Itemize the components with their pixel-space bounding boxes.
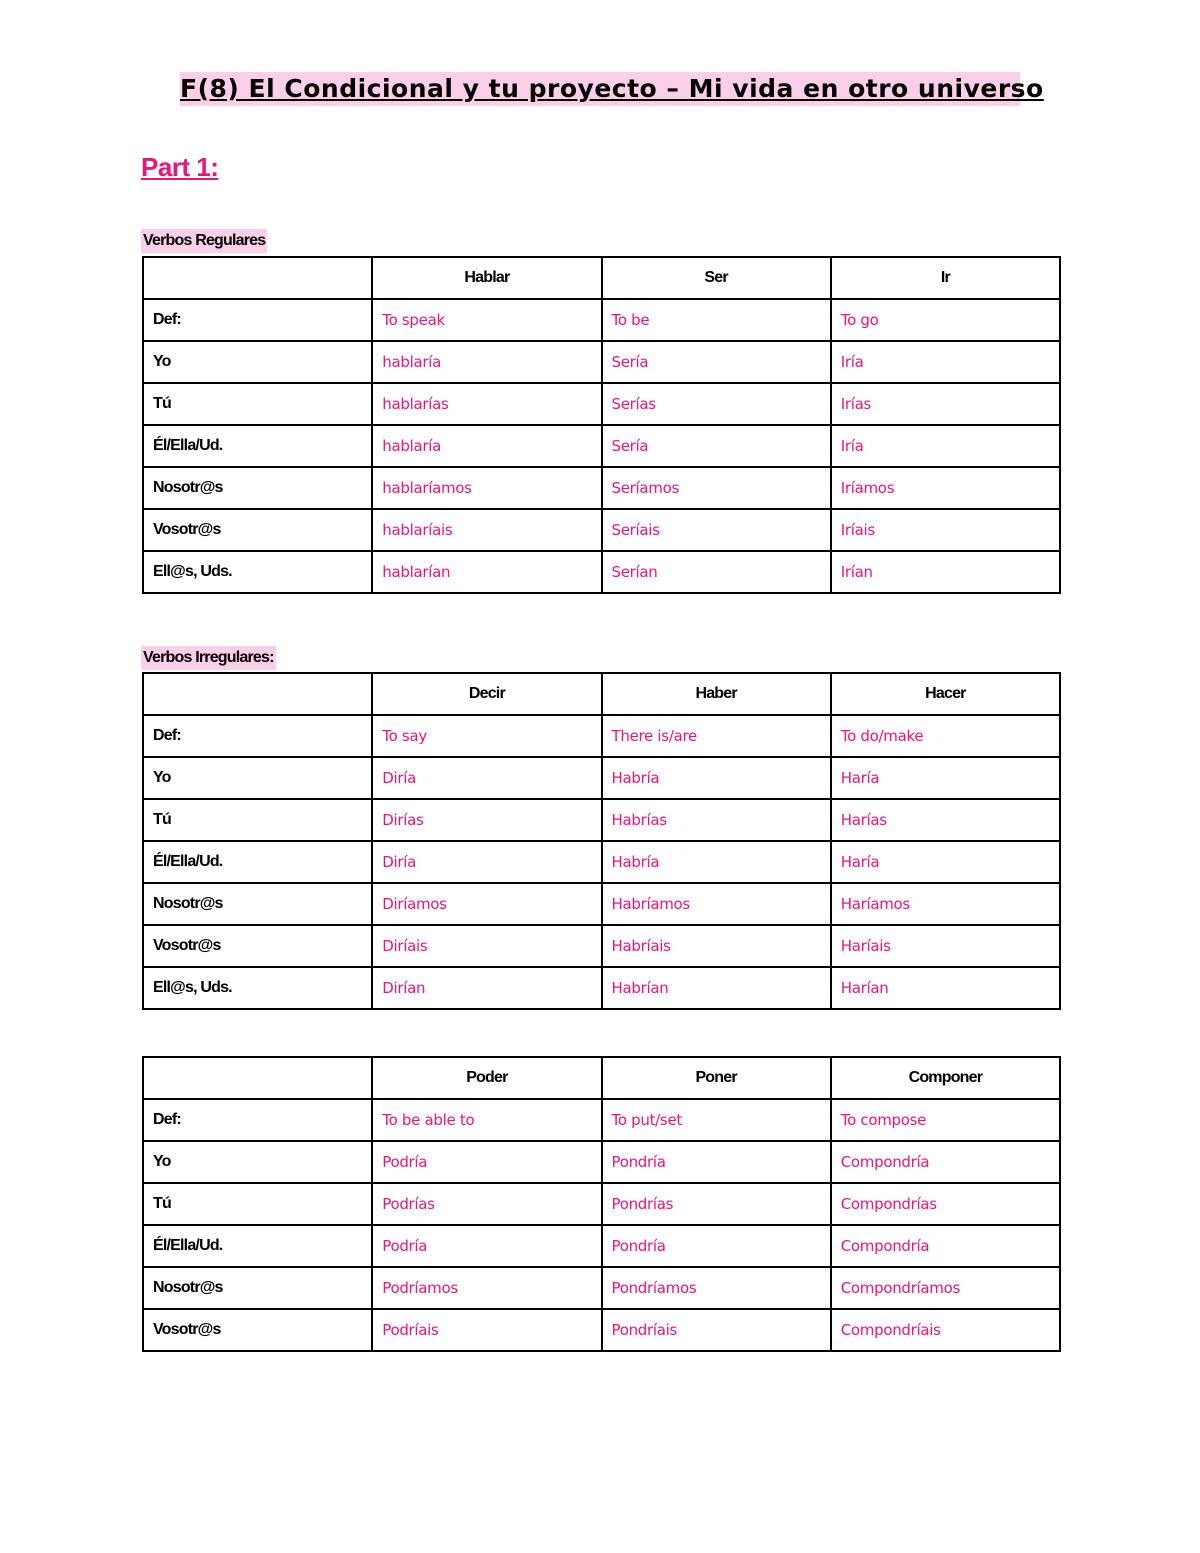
pronoun-cell: Nosotr@s [143,1267,372,1309]
header-cell-verb: Hablar [372,257,601,299]
conjugation-cell: Sería [602,425,831,467]
pronoun-cell: Def: [143,1099,372,1141]
conjugation-cell: Pondríamos [602,1267,831,1309]
table-header-row [143,673,1060,715]
table-row [143,425,1060,467]
header-cell-verb: Ir [831,257,1060,299]
pronoun-cell: Él/Ella/Ud. [143,425,372,467]
pronoun-cell: Vosotr@s [143,1309,372,1351]
table-row [143,967,1060,1009]
conjugation-cell: Habría [602,757,831,799]
section-label-regular: Verbos Regulares [141,229,267,253]
table-row [143,551,1060,593]
pronoun-cell: Def: [143,715,372,757]
pronoun-cell: Vosotr@s [143,509,372,551]
conjugation-cell: Podrías [372,1183,601,1225]
conjugation-cell: To put/set [602,1099,831,1141]
pronoun-cell: Él/Ella/Ud. [143,841,372,883]
section-label-irregular: Verbos Irregulares: [141,646,276,670]
conjugation-cell: To be able to [372,1099,601,1141]
table-row [143,715,1060,757]
conjugation-cell: There is/are [602,715,831,757]
conjugation-cell: Seríais [602,509,831,551]
conjugation-cell: Podríamos [372,1267,601,1309]
pronoun-cell: Def: [143,299,372,341]
table-row [143,383,1060,425]
table-row [143,841,1060,883]
conjugation-cell: Compondríamos [831,1267,1060,1309]
conjugation-cell: Pondría [602,1141,831,1183]
conjugation-cell: Habrían [602,967,831,1009]
pronoun-cell: Él/Ella/Ud. [143,1225,372,1267]
pronoun-cell: Tú [143,383,372,425]
conjugation-cell: To be [602,299,831,341]
table-row [143,509,1060,551]
conjugation-cell: Pondría [602,1225,831,1267]
header-cell-verb: Hacer [831,673,1060,715]
conjugation-table-regular [142,256,1061,594]
conjugation-cell: Irías [831,383,1060,425]
conjugation-cell: Haríamos [831,883,1060,925]
conjugation-cell: Harían [831,967,1060,1009]
header-cell-verb: Decir [372,673,601,715]
conjugation-cell: To do/make [831,715,1060,757]
header-cell-verb: Ser [602,257,831,299]
conjugation-cell: Haríais [831,925,1060,967]
table-header-row [143,257,1060,299]
conjugation-cell: Serían [602,551,831,593]
conjugation-cell: To speak [372,299,601,341]
table-row [143,1309,1060,1351]
conjugation-cell: Iríamos [831,467,1060,509]
table-row [143,799,1060,841]
header-cell-verb: Componer [831,1057,1060,1099]
conjugation-cell: Dirías [372,799,601,841]
conjugation-cell: hablaría [372,341,601,383]
conjugation-cell: Dirían [372,967,601,1009]
conjugation-cell: Irían [831,551,1060,593]
pronoun-cell: Yo [143,757,372,799]
document-title: F(8) El Condicional y tu proyecto – Mi vida en otro universo [180,72,1020,106]
header-cell-empty [143,257,372,299]
table-header-row [143,1057,1060,1099]
conjugation-cell: Compondría [831,1141,1060,1183]
conjugation-table-irregular-2 [142,1056,1061,1352]
header-cell-verb: Poner [602,1057,831,1099]
table-row [143,1183,1060,1225]
table-row [143,1225,1060,1267]
conjugation-cell: Diría [372,757,601,799]
conjugation-cell: hablaríamos [372,467,601,509]
conjugation-cell: Habríais [602,925,831,967]
conjugation-cell: Serías [602,383,831,425]
pronoun-cell: Yo [143,1141,372,1183]
conjugation-cell: Haría [831,841,1060,883]
pronoun-cell: Yo [143,341,372,383]
conjugation-cell: Sería [602,341,831,383]
conjugation-cell: Iría [831,341,1060,383]
conjugation-table-irregular-1 [142,672,1061,1010]
conjugation-cell: To go [831,299,1060,341]
table-row [143,1141,1060,1183]
conjugation-cell: Diríais [372,925,601,967]
conjugation-cell: Diríamos [372,883,601,925]
table-row [143,341,1060,383]
conjugation-cell: Harías [831,799,1060,841]
conjugation-cell: Habría [602,841,831,883]
pronoun-cell: Vosotr@s [143,925,372,967]
conjugation-cell: To say [372,715,601,757]
conjugation-cell: Compondríais [831,1309,1060,1351]
part-heading: Part 1: [141,152,219,182]
conjugation-cell: hablarías [372,383,601,425]
conjugation-cell: Seríamos [602,467,831,509]
pronoun-cell: Nosotr@s [143,467,372,509]
conjugation-cell: Pondríais [602,1309,831,1351]
pronoun-cell: Tú [143,1183,372,1225]
conjugation-cell: Podríais [372,1309,601,1351]
table-row [143,925,1060,967]
conjugation-cell: hablaría [372,425,601,467]
pronoun-cell: Nosotr@s [143,883,372,925]
conjugation-cell: Haría [831,757,1060,799]
header-cell-verb: Haber [602,673,831,715]
header-cell-empty [143,673,372,715]
table-row [143,883,1060,925]
conjugation-cell: Diría [372,841,601,883]
conjugation-cell: Habrías [602,799,831,841]
table-row [143,1099,1060,1141]
pronoun-cell: Ell@s, Uds. [143,551,372,593]
header-cell-empty [143,1057,372,1099]
conjugation-cell: hablarían [372,551,601,593]
conjugation-cell: Podría [372,1141,601,1183]
table-row [143,1267,1060,1309]
conjugation-cell: Iría [831,425,1060,467]
conjugation-cell: To compose [831,1099,1060,1141]
conjugation-cell: Pondrías [602,1183,831,1225]
table-row [143,299,1060,341]
conjugation-cell: Compondría [831,1225,1060,1267]
pronoun-cell: Tú [143,799,372,841]
header-cell-verb: Poder [372,1057,601,1099]
conjugation-cell: Podría [372,1225,601,1267]
table-row [143,757,1060,799]
conjugation-cell: Iríais [831,509,1060,551]
table-row [143,467,1060,509]
pronoun-cell: Ell@s, Uds. [143,967,372,1009]
conjugation-cell: Habríamos [602,883,831,925]
conjugation-cell: hablaríais [372,509,601,551]
conjugation-cell: Compondrías [831,1183,1060,1225]
